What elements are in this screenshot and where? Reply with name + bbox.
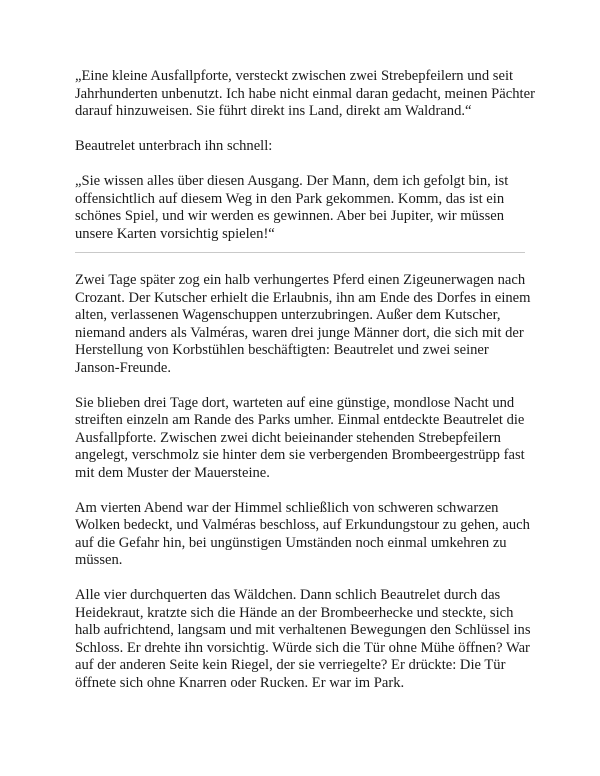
paragraph-beautrelet-speech: „Sie wissen alles über diesen Ausgang. Der Mann, dem ich gefolgt bin, ist offensichtlich auf diesem Weg in den Park gekommen. Komm, das ist ein schönes Spiel, und wir werden es gewinnen. Aber bei Jupiter, wir müssen unsere Karten vorsichtig spielen!“ [75, 173, 509, 242]
paragraph-zigeunerwagen: Zwei Tage später zog ein halb verhungertes Pferd einen Zigeunerwagen nach Crozant. Der Kutscher erhielt die Erlaubnis, ihn am Ende des Dorfes in einem alten, verlassenen Wagenschuppen unterzubringen. Außer dem Kutscher, niemand anders als Valméras, waren drei junge Männer dort, die sich mit der Herstellung von Korbstühlen beschäftigten: Beautrelet und zwei seiner Janson-Freunde. [75, 272, 531, 376]
paragraph-im-park: Alle vier durchquerten das Wäldchen. Dann schlich Beautrelet durch das Heidekraut, kratzte sich die Hände an der Brombeerhecke und steckte, sich halb aufrichtend, langsam und mit verhaltenen Bewegungen den Schlüssel ins Schloss. Er drehte ihn vorsichtig. Würde sich die Tür ohne Mühe öffnen? War auf der anderen Seite kein Riegel, der sie verriegelte? Er drückte: Die Tür öffnete sich ohne Knarren oder Rucken. Er war im Park. [75, 587, 531, 691]
document-page [75, 68, 535, 692]
paragraph-ausfallpforte: „Eine kleine Ausfallpforte, versteckt zwischen zwei Strebepfeilern und seit Jahrhunderten unbenutzt. Ich habe nicht einmal daran gedacht, meinen Pächter darauf hinzuweisen. Sie führt direkt ins Land, direkt am Waldrand.“ [75, 68, 535, 119]
paragraph-vierter-abend: Am vierten Abend war der Himmel schließlich von schweren schwarzen Wolken bedeckt, und Valméras beschloss, auf Erkundungstour zu gehen, auch auf die Gefahr hin, bei ungünstigen Umständen noch einmal umkehren zu müssen. [75, 499, 530, 568]
paragraph-beautrelet-interrupts: Beautrelet unterbrach ihn schnell: [75, 138, 273, 154]
paragraph-drei-tage: Sie blieben drei Tage dort, warteten auf eine günstige, mondlose Nacht und streiften einzeln am Rande des Parks umher. Einmal entdeckte Beautrelet die Ausfallpforte. Zwischen zwei dicht beieinander stehenden Strebepfeilern angelegt, verschmolz sie hinter dem sie verbergenden Brombeergestrüpp fast mit dem Muster der Mauersteine. [75, 394, 525, 481]
